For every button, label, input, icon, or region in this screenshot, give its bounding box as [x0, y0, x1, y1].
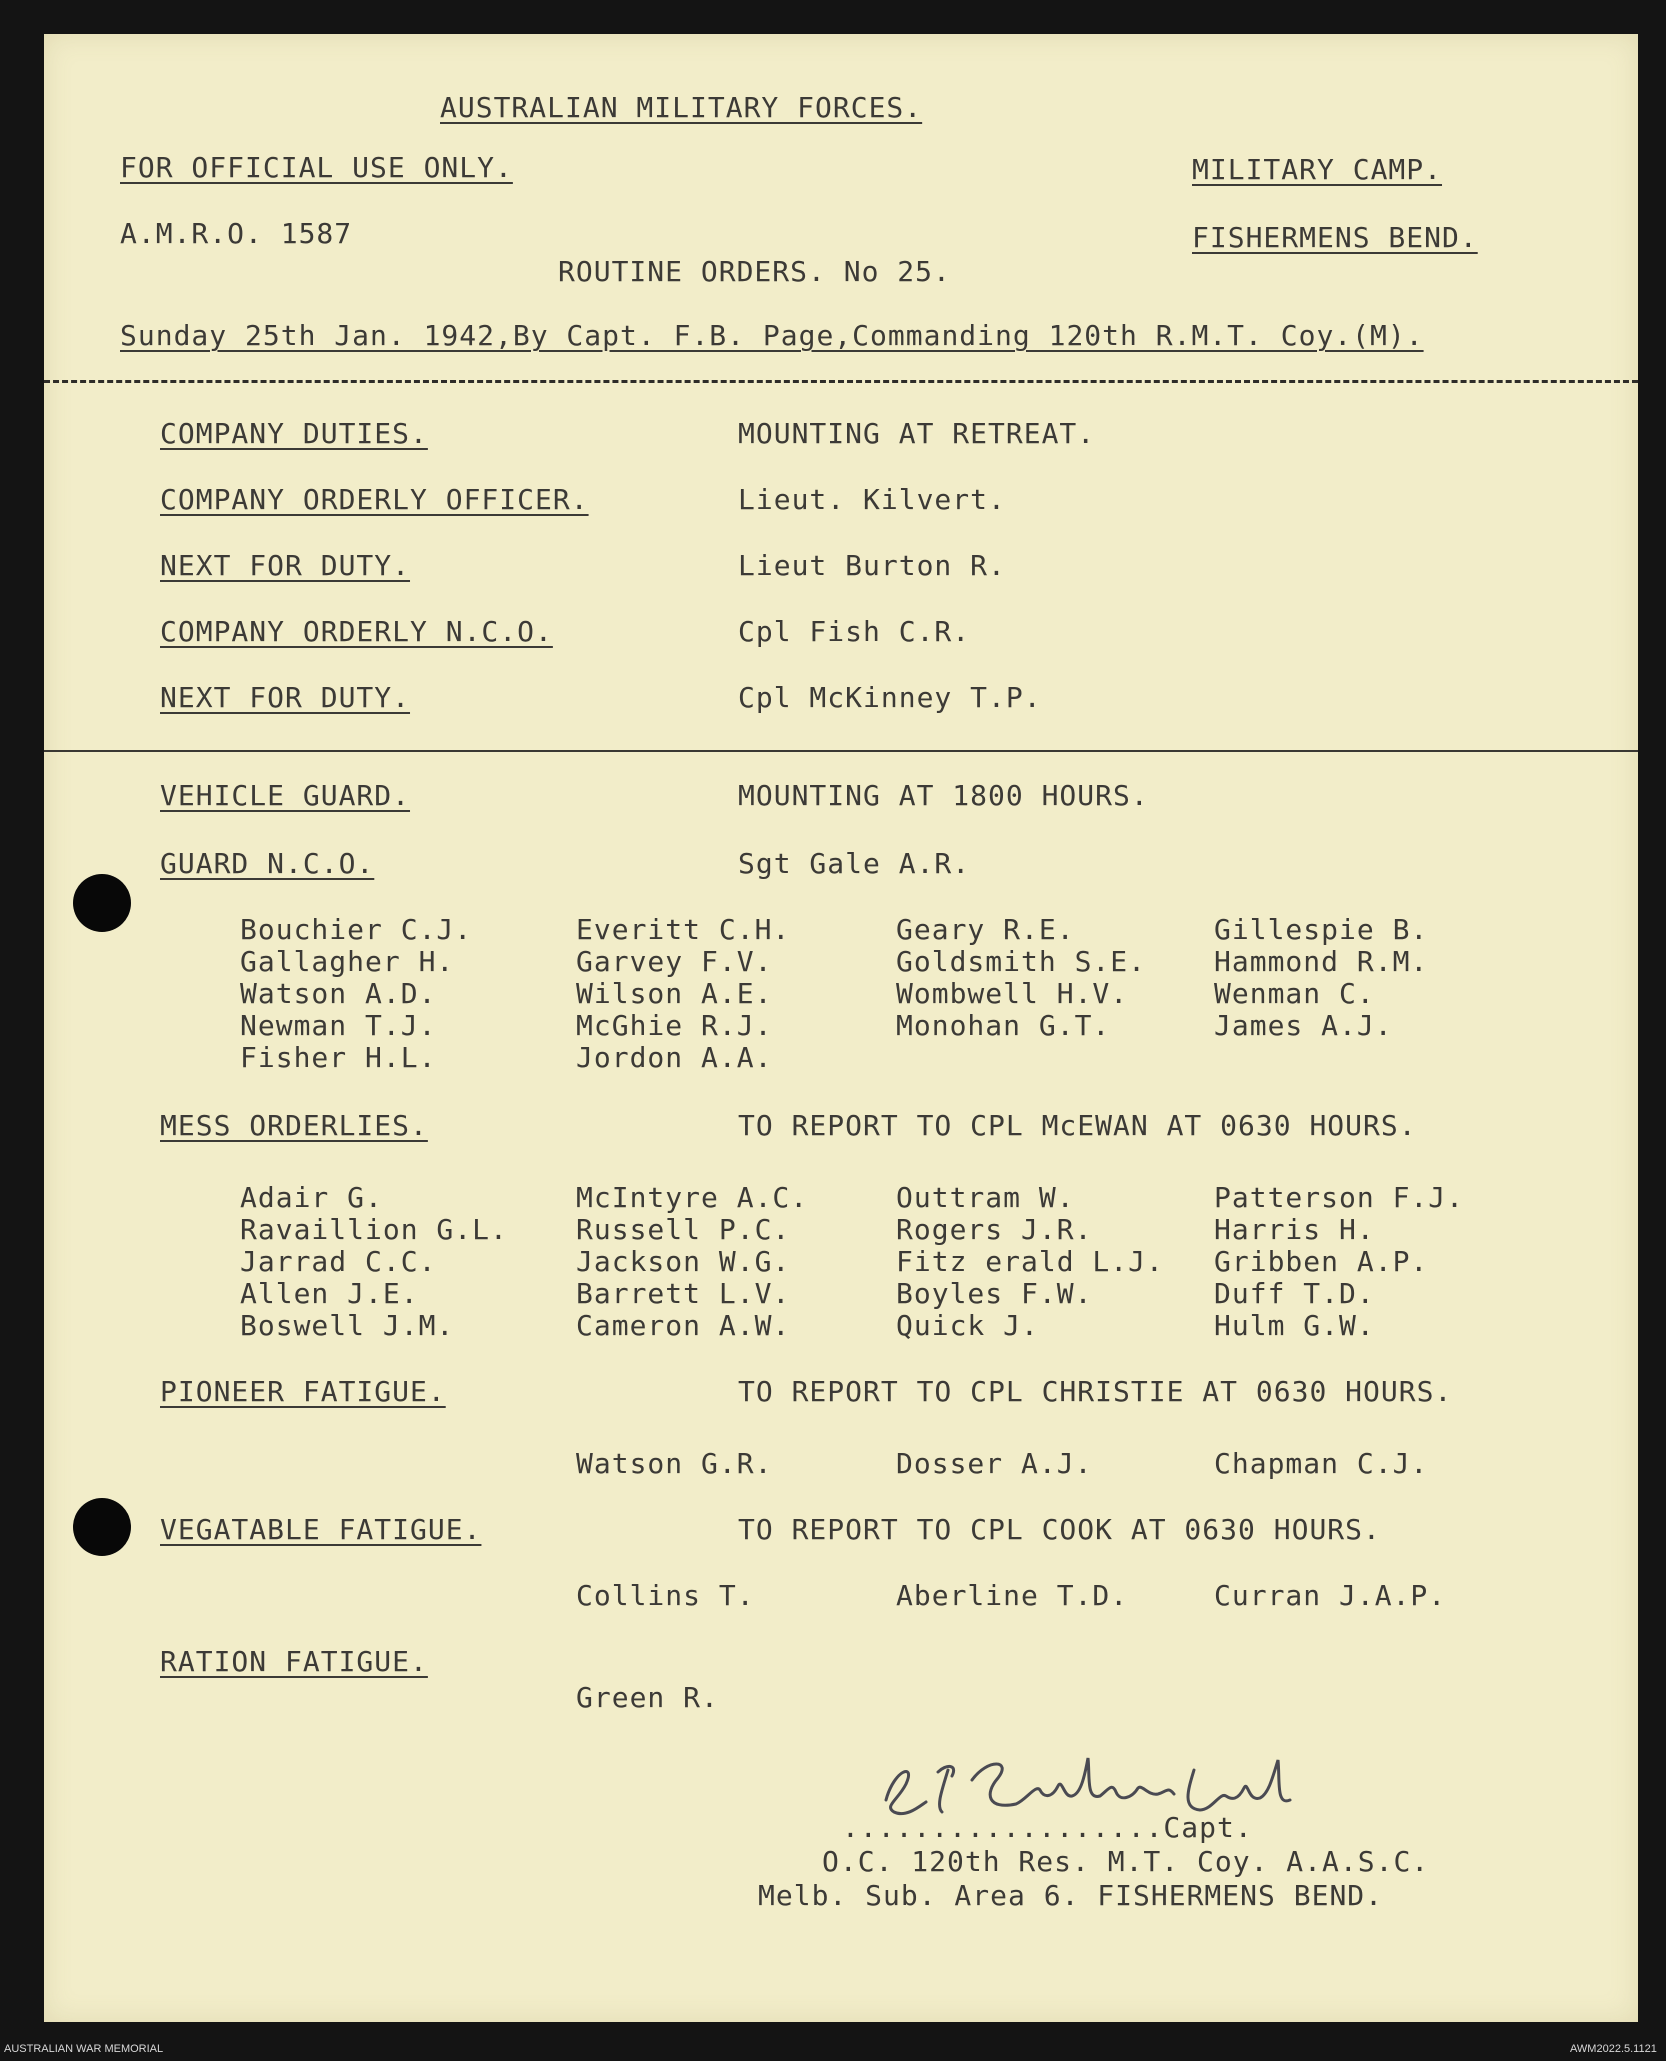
pioneer-fatigue-heading: PIONEER FATIGUE. — [160, 1375, 446, 1408]
mess-name: McIntyre A.C. — [576, 1181, 809, 1214]
pioneer-fatigue-instruction: TO REPORT TO CPL CHRISTIE AT 0630 HOURS. — [738, 1375, 1453, 1408]
mess-orderlies-instruction: TO REPORT TO CPL McEWAN AT 0630 HOURS. — [738, 1109, 1417, 1142]
signature-line: ..................Capt. — [842, 1811, 1253, 1844]
mess-name: Barrett L.V. — [576, 1277, 791, 1310]
guard-name: Geary R.E. — [896, 913, 1075, 946]
mess-name: Hulm G.W. — [1214, 1309, 1375, 1342]
guard-nco-label: GUARD N.C.O. — [160, 847, 375, 880]
guard-name: Everitt C.H. — [576, 913, 791, 946]
duty-label: COMPANY ORDERLY N.C.O. — [160, 615, 553, 648]
section-divider — [44, 750, 1638, 752]
footer-accession-number: AWM2022.5.1121 — [1570, 2043, 1657, 2055]
vegatable-name: Aberline T.D. — [896, 1579, 1129, 1612]
guard-name: James A.J. — [1214, 1009, 1393, 1042]
mess-name: Jackson W.G. — [576, 1245, 791, 1278]
mess-name: Rogers J.R. — [896, 1213, 1093, 1246]
pioneer-name: Chapman C.J. — [1214, 1447, 1429, 1480]
guard-name: Monohan G.T. — [896, 1009, 1111, 1042]
document-page — [44, 34, 1638, 2022]
mess-name: Russell P.C. — [576, 1213, 791, 1246]
guard-name: Jordon A.A. — [576, 1041, 773, 1074]
mess-name: Allen J.E. — [240, 1277, 419, 1310]
location-line-2: FISHERMENS BEND. — [1192, 221, 1478, 254]
mess-name: Boswell J.M. — [240, 1309, 455, 1342]
company-duties-heading: COMPANY DUTIES. — [160, 417, 428, 450]
duty-label: COMPANY ORDERLY OFFICER. — [160, 483, 589, 516]
mess-name: Gribben A.P. — [1214, 1245, 1429, 1278]
guard-name: Wilson A.E. — [576, 977, 773, 1010]
signature-area: Melb. Sub. Area 6. FISHERMENS BEND. — [758, 1879, 1384, 1912]
punch-hole — [73, 1498, 131, 1556]
document-title: AUSTRALIAN MILITARY FORCES. — [440, 91, 923, 124]
vegatable-name: Curran J.A.P. — [1214, 1579, 1447, 1612]
ration-fatigue-heading: RATION FATIGUE. — [160, 1645, 428, 1678]
location-line-1: MILITARY CAMP. — [1192, 153, 1443, 186]
duty-value: Cpl Fish C.R. — [738, 615, 971, 648]
guard-name: Goldsmith S.E. — [896, 945, 1147, 978]
amro-number: A.M.R.O. 1587 — [120, 217, 353, 250]
mess-name: Patterson F.J. — [1214, 1181, 1465, 1214]
mess-name: Jarrad C.C. — [240, 1245, 437, 1278]
official-use-label: FOR OFFICIAL USE ONLY. — [120, 151, 513, 184]
mess-name: Ravaillion G.L. — [240, 1213, 508, 1246]
guard-name: Watson A.D. — [240, 977, 437, 1010]
mess-name: Cameron A.W. — [576, 1309, 791, 1342]
guard-name: Gillespie B. — [1214, 913, 1429, 946]
vegatable-fatigue-instruction: TO REPORT TO CPL COOK AT 0630 HOURS. — [738, 1513, 1381, 1546]
ration-name: Green R. — [576, 1681, 719, 1714]
guard-name: Hammond R.M. — [1214, 945, 1429, 978]
vehicle-guard-heading: VEHICLE GUARD. — [160, 779, 411, 812]
vegatable-name: Collins T. — [576, 1579, 755, 1612]
guard-name: Gallagher H. — [240, 945, 455, 978]
duty-value: Lieut. Kilvert. — [738, 483, 1006, 516]
duty-label: NEXT FOR DUTY. — [160, 681, 411, 714]
guard-name: Garvey F.V. — [576, 945, 773, 978]
pioneer-name: Watson G.R. — [576, 1447, 773, 1480]
vegatable-fatigue-heading: VEGATABLE FATIGUE. — [160, 1513, 482, 1546]
guard-name: Wombwell H.V. — [896, 977, 1129, 1010]
guard-name: Fisher H.L. — [240, 1041, 437, 1074]
date-line: Sunday 25th Jan. 1942,By Capt. F.B. Page,Commanding 120th R.M.T. Coy.(M). — [120, 319, 1424, 352]
guard-name: Wenman C. — [1214, 977, 1375, 1010]
mess-orderlies-heading: MESS ORDERLIES. — [160, 1109, 428, 1142]
footer-source: AUSTRALIAN WAR MEMORIAL — [4, 2043, 164, 2055]
duty-value: Lieut Burton R. — [738, 549, 1006, 582]
mess-name: Duff T.D. — [1214, 1277, 1375, 1310]
mess-name: Outtram W. — [896, 1181, 1075, 1214]
company-duties-value: MOUNTING AT RETREAT. — [738, 417, 1096, 450]
mess-name: Fitz erald L.J. — [896, 1245, 1164, 1278]
mess-name: Harris H. — [1214, 1213, 1375, 1246]
guard-name: Newman T.J. — [240, 1009, 437, 1042]
punch-hole — [73, 874, 131, 932]
guard-name: McGhie R.J. — [576, 1009, 773, 1042]
guard-nco-value: Sgt Gale A.R. — [738, 847, 971, 880]
duty-label: NEXT FOR DUTY. — [160, 549, 411, 582]
guard-name: Bouchier C.J. — [240, 913, 473, 946]
duty-value: Cpl McKinney T.P. — [738, 681, 1042, 714]
mess-name: Adair G. — [240, 1181, 383, 1214]
header-separator — [44, 380, 1638, 383]
mess-name: Quick J. — [896, 1309, 1039, 1342]
vehicle-guard-value: MOUNTING AT 1800 HOURS. — [738, 779, 1149, 812]
mess-name: Boyles F.W. — [896, 1277, 1093, 1310]
pioneer-name: Dosser A.J. — [896, 1447, 1093, 1480]
signature-unit: O.C. 120th Res. M.T. Coy. A.A.S.C. — [822, 1845, 1430, 1878]
routine-orders-number: ROUTINE ORDERS. No 25. — [558, 255, 951, 288]
